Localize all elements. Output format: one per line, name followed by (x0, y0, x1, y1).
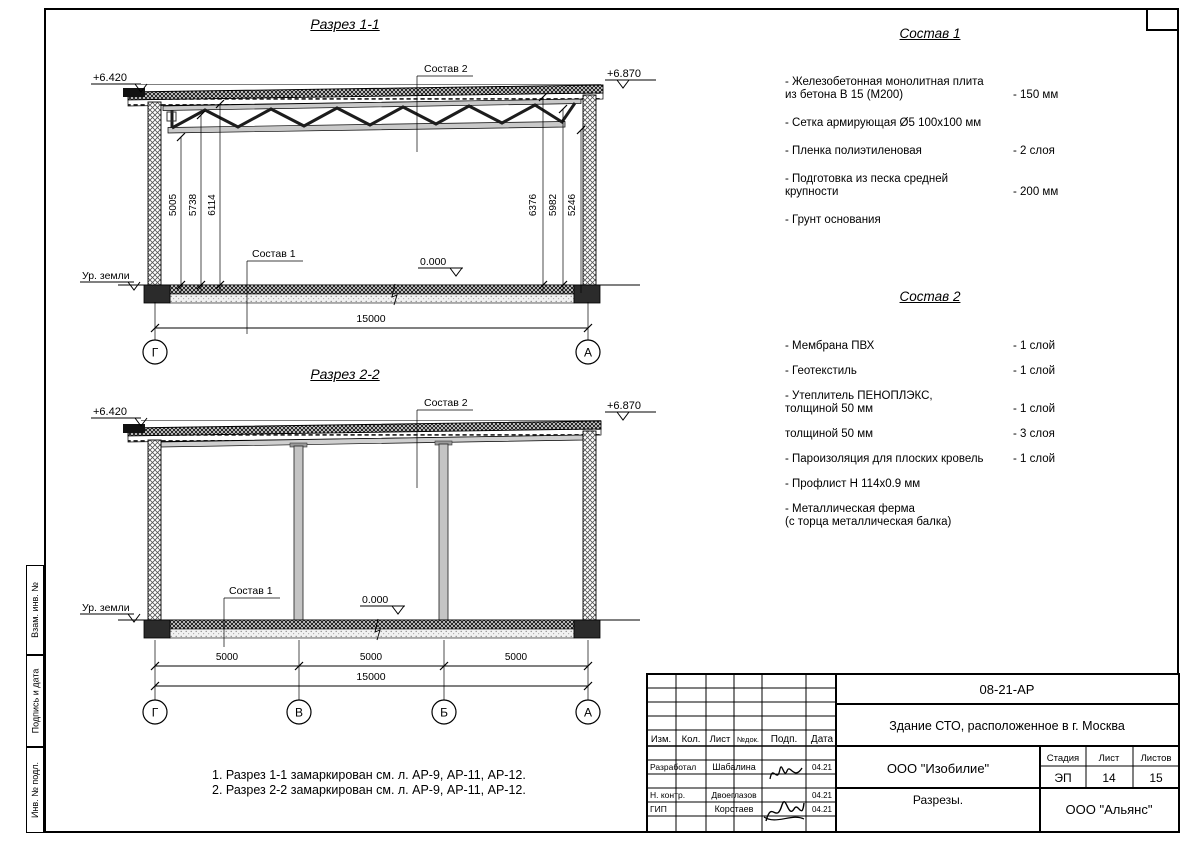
stage-value: ЭП (1054, 771, 1072, 785)
sheet-title: Разрезы. (912, 793, 964, 807)
col-label-izm: Изм. (650, 734, 672, 745)
axis-letter: Г (151, 705, 159, 720)
axis-letter: А (583, 345, 593, 360)
col-label-data: Дата (810, 734, 834, 745)
item-text: (с торца металлическая балка) (785, 516, 952, 528)
axis-marks-s2 (143, 700, 600, 724)
item-text: крупности (785, 186, 839, 198)
walls-s2 (148, 431, 596, 620)
section1-drawing (60, 40, 680, 370)
axis-letter: Г (151, 345, 159, 360)
item-text: толщиной 50 мм (785, 403, 874, 415)
item-text: - Мембрана ПВХ (785, 340, 875, 352)
level-label: +6.420 (93, 72, 127, 84)
section2-drawing (60, 390, 680, 735)
item-text: - Грунт основания (785, 214, 881, 226)
date-value: 04.21 (811, 805, 833, 814)
col-label-ndoc: №док. (737, 735, 759, 744)
item-value: - 150 мм (1013, 89, 1059, 101)
list-item (785, 340, 1095, 353)
ground-level-label: Ур. земли (82, 602, 130, 614)
dimension-total-s1 (151, 302, 592, 340)
strip-cell-podpis (26, 655, 44, 747)
dim-label: 5738 (188, 193, 199, 217)
col-label-list: Лист (709, 734, 731, 745)
notes (212, 768, 526, 798)
list-item (785, 390, 1095, 416)
item-value: - 1 слой (1013, 453, 1056, 465)
dim-label: 6376 (528, 193, 539, 217)
composition2-title: Состав 2 (899, 289, 961, 304)
col-label-kol: Кол. (681, 734, 701, 745)
item-value: - 1 слой (1013, 403, 1056, 415)
project-title: Здание СТО, расположенное в г. Москва (889, 719, 1125, 733)
item-text: - Профлист Н 114x0.9 мм (785, 478, 921, 490)
composition1-title: Состав 1 (899, 26, 961, 41)
strip-label: Подпись и дата (30, 668, 41, 734)
note-line: 1. Разрез 1-1 замаркирован см. л. АР-9, АР-11, АР-12. (212, 768, 526, 782)
zero-level-label: 0.000 (420, 256, 447, 268)
floor-s1 (118, 284, 640, 305)
list-item (785, 145, 1095, 158)
dim-label: 5000 (504, 652, 528, 663)
dim-label: 6114 (207, 194, 218, 216)
section2-title: Разрез 2-2 (310, 366, 380, 382)
item-text: - Утеплитель ПЕНОПЛЭКС, (785, 390, 933, 402)
item-value: - 2 слоя (1013, 145, 1055, 157)
list-item (785, 365, 1095, 378)
strip-cell-vzam (26, 565, 44, 655)
item-text: - Подготовка из песка средней (785, 173, 949, 185)
date-value: 04.21 (811, 763, 833, 772)
dim-label: 5246 (567, 193, 578, 217)
sheet-label: Лист (1098, 753, 1120, 764)
item-text: - Пленка полиэтиленовая (785, 145, 922, 157)
list-item (785, 478, 1095, 491)
item-text: - Геотекстиль (785, 365, 857, 377)
strip-label: Инв. № подл. (30, 761, 40, 819)
leader-label-sostav1: Состав 1 (252, 248, 296, 260)
axis-letter: Б (440, 705, 448, 720)
list-item (785, 214, 1095, 227)
stage-label: Стадия (1046, 753, 1080, 764)
title-block (646, 673, 1180, 833)
level-label: +6.420 (93, 406, 127, 418)
sheets-label: Листов (1140, 753, 1172, 764)
leader-label-sostav2: Состав 2 (424, 63, 468, 75)
item-text: - Металлическая ферма (785, 503, 915, 515)
strip-cell-inv (26, 747, 44, 833)
sheet-number: 14 (1102, 771, 1116, 785)
item-text: - Пароизоляция для плоских кровель (785, 453, 984, 465)
person-name: Двоеглазов (711, 790, 757, 800)
col-label-podp: Подп. (770, 734, 798, 745)
item-value: - 1 слой (1013, 340, 1056, 352)
dim-label: 5005 (168, 193, 179, 217)
list-item (785, 76, 1095, 102)
item-text: - Сетка армирующая Ø5 100x100 мм (785, 117, 982, 129)
composition-2-list (785, 340, 1095, 541)
date-value: 04.21 (811, 791, 833, 800)
axis-letter: А (583, 705, 593, 720)
section1-title: Разрез 1-1 (310, 16, 380, 32)
composition-1-list (785, 76, 1095, 242)
item-value: - 200 мм (1013, 186, 1059, 198)
item-value: - 3 слоя (1013, 428, 1055, 440)
axis-letter: В (294, 705, 304, 720)
list-item (785, 117, 1095, 130)
dimensions-s2 (151, 640, 592, 700)
dim-label: 5982 (548, 193, 559, 217)
leader-label-sostav1: Состав 1 (229, 585, 273, 597)
roof-assembly-s2 (123, 421, 601, 448)
role-label: ГИП (650, 804, 667, 814)
list-item (785, 428, 1095, 441)
person-name: Шабалина (712, 762, 756, 772)
sheets-total: 15 (1149, 771, 1163, 785)
strip-label: Взам. инв. № (30, 582, 41, 638)
customer-name: ООО "Изобилие" (886, 761, 990, 776)
person-name: Коротаев (714, 804, 754, 814)
dim-label: 5000 (359, 652, 383, 663)
list-item (785, 503, 1095, 529)
role-label: Разработал (650, 762, 697, 772)
zero-level-label: 0.000 (362, 594, 389, 606)
company-name: ООО "Альянс" (1065, 802, 1153, 817)
dim-label: 15000 (356, 313, 386, 325)
item-text: - Железобетонная монолитная плита (785, 76, 984, 88)
item-value: - 1 слой (1013, 365, 1056, 377)
list-item (785, 173, 1095, 199)
corner-box (1146, 8, 1179, 31)
item-text: толщиной 50 мм (785, 428, 874, 440)
ground-level-label: Ур. земли (82, 270, 130, 282)
leader-label-sostav2: Состав 2 (424, 397, 468, 409)
note-line: 2. Разрез 2-2 замаркирован см. л. АР-9, АР-11, АР-12. (212, 783, 526, 797)
dim-label: 5000 (215, 652, 239, 663)
role-label: Н. контр. (650, 790, 686, 800)
list-item (785, 453, 1095, 466)
floor-s2 (118, 619, 640, 640)
axis-marks-s1 (143, 340, 600, 364)
level-label: +6.870 (607, 400, 641, 412)
dim-label: 15000 (356, 671, 386, 683)
item-text: из бетона В 15 (М200) (785, 89, 904, 101)
level-label: +6.870 (607, 68, 641, 80)
doc-number: 08-21-АР (979, 682, 1035, 697)
